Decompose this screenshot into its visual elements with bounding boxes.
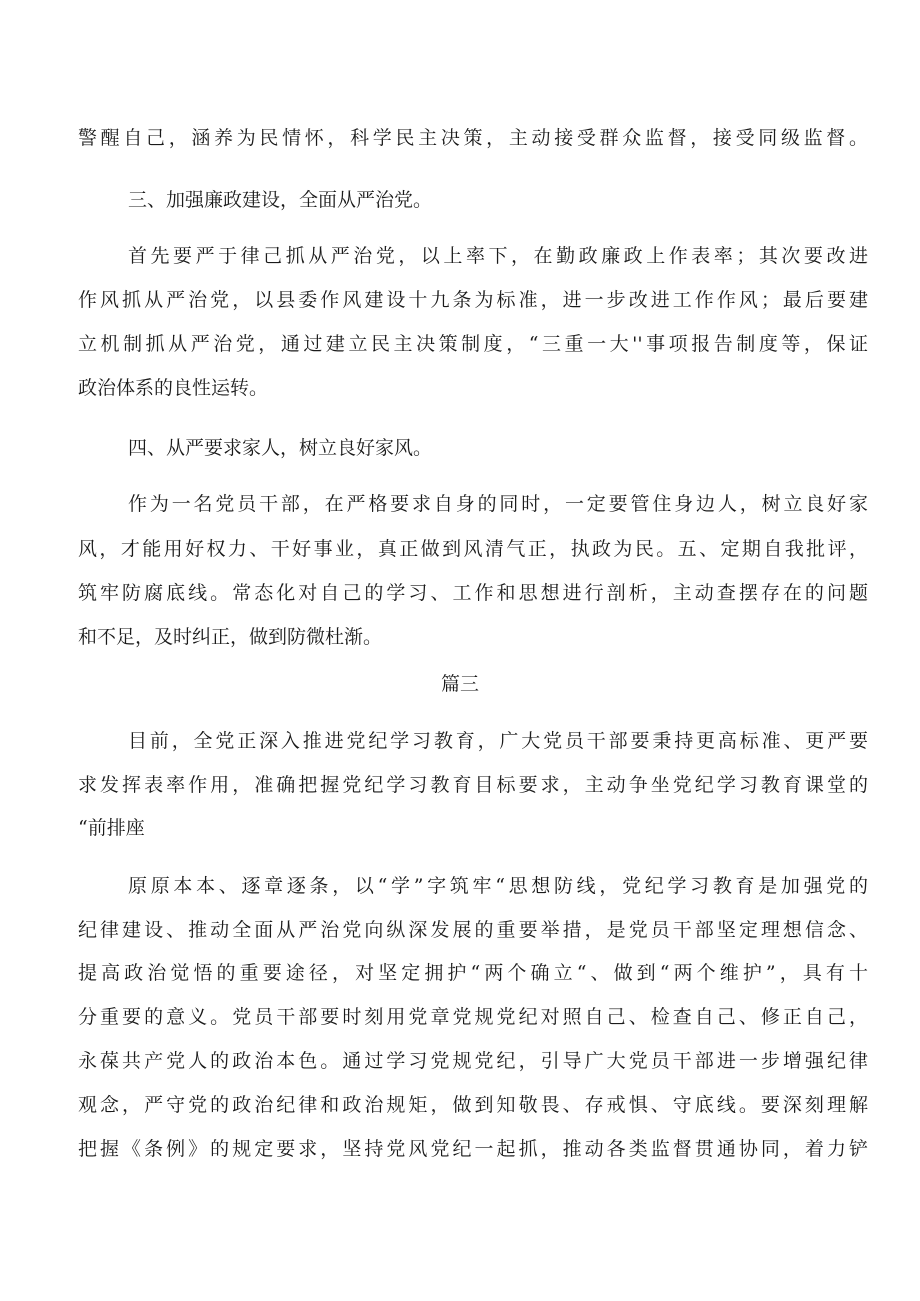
paragraph-line: 原原本本、逐章逐条，以“学”字筑牢“思想防线，党纪学习教育是加强党的: [128, 875, 868, 897]
section-heading: 三、加强廉政建设，全面从严治党。: [128, 189, 433, 211]
paragraph-line: 纪律建设、推动全面从严治党向纵深发展的重要举措，是党员干部坚定理想信念、: [78, 919, 868, 941]
paragraph-line: 作为一名党员干部，在严格要求自身的同时，一定要管住身边人，树立良好家: [128, 493, 868, 515]
paragraph-line: 分重要的意义。党员干部要时刻用党章党规党纪对照自己、检查自己、修正自己，: [78, 1006, 868, 1028]
chapter-title: 篇三: [440, 673, 479, 695]
paragraph-line: 永葆共产党人的政治本色。通过学习党规党纪，引导广大党员干部进一步增强纪律: [78, 1050, 868, 1072]
paragraph-line: 求发挥表率作用，准确把握党纪学习教育目标要求，主动争坐党纪学习教育课堂的: [78, 774, 868, 796]
paragraph-line: 和不足，及时纠正，做到防微杜渐。: [78, 626, 383, 648]
paragraph-line: 筑牢防腐底线。常态化对自己的学习、工作和思想进行剖析，主动查摆存在的问题: [78, 582, 868, 604]
paragraph-line: 风，才能用好权力、干好事业，真正做到风清气正，执政为民。五、定期自我批评，: [78, 538, 868, 560]
paragraph-line: 首先要严于律己抓从严治党，以上率下，在勤政廉政上作表率；其次要改进: [128, 245, 868, 267]
paragraph-line: 立机制抓从严治党，通过建立民主决策制度，“三重一大''事项报告制度等，保证: [78, 333, 868, 355]
paragraph-line: 警醒自己，涵养为民情怀，科学民主决策，主动接受群众监督，接受同级监督。: [78, 127, 868, 149]
paragraph-line: 政治体系的良性运转。: [78, 377, 269, 399]
section-heading: 四、从严要求家人，树立良好家风。: [128, 437, 433, 459]
paragraph-line: 目前，全党正深入推进党纪学习教育，广大党员干部要秉持更高标准、更严要: [128, 730, 868, 752]
paragraph-line: 提高政治觉悟的重要途径，对坚定拥护“两个确立“、做到“两个维护”，具有十: [78, 962, 868, 984]
paragraph-line: 观念，严守党的政治纪律和政治规矩，做到知敬畏、存戒惧、守底线。要深刻理解: [78, 1094, 868, 1116]
paragraph-line: 作风抓从严治党，以县委作风建设十九条为标准，进一步改进工作作风；最后要建: [78, 289, 868, 311]
paragraph-line: 把握《条例》的规定要求，坚持党风党纪一起抓，推动各类监督贯通协同，着力铲: [78, 1138, 868, 1160]
paragraph-line: “前排座: [78, 817, 145, 839]
